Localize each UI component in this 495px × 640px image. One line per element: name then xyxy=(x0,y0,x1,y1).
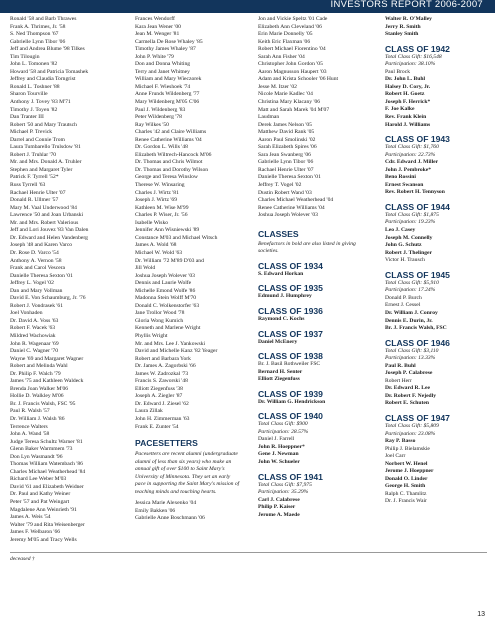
donor-name: Joshua Joseph Wolever '03 xyxy=(258,212,318,219)
class-total: Total Class Gift: $16,548 xyxy=(385,53,442,60)
donor-name: George and Teresa Winslow xyxy=(135,174,198,181)
class-member: Ray P. Basso xyxy=(385,438,416,445)
class-heading: CLASS OF 1940 xyxy=(258,411,323,422)
class-member: Robert E. Schuten xyxy=(385,400,429,407)
class-member: Donald P. Burch xyxy=(385,294,422,301)
donor-name: Dr. Thomas and Chris Wilmot xyxy=(135,159,203,166)
donor-name: Renee Catherine Williams '04 xyxy=(135,136,202,143)
class-1941-cont xyxy=(385,16,490,39)
donor-column-4 xyxy=(385,16,490,506)
class-member: John G. Schutz xyxy=(385,242,422,249)
class-total: Total Class Gift: $7,975 xyxy=(258,481,312,488)
class-member: Paul R. Buhl xyxy=(385,362,416,369)
donor-name: William and Mary Wieczorek xyxy=(135,76,202,83)
class-member: Dr. John L. Buhl xyxy=(385,76,426,83)
donor-name: Sarah Elizabeth Spires '06 xyxy=(258,144,317,151)
class-member: Dr. J. Francis Wair xyxy=(385,498,427,505)
class-member: Gene J. Newman xyxy=(258,451,299,458)
donor-name: Stephen and Margaret Tyler xyxy=(10,166,73,173)
donor-name: Dustin Robert Wand '03 xyxy=(258,189,312,196)
class-member: Robert Herr xyxy=(385,377,412,384)
class-heading: CLASS OF 1942 xyxy=(385,43,450,54)
donor-name: Mary M. Vaal Underwood '84 xyxy=(10,204,77,211)
class-heading: CLASS OF 1938 xyxy=(258,351,323,362)
donor-name: Gabrielle Lynn Tibor '06 xyxy=(258,159,314,166)
class-member: John W. Schueler xyxy=(258,458,300,465)
class-heading: CLASS OF 1945 xyxy=(385,269,450,280)
donor-name: Peter Wildenberg '78 xyxy=(135,114,182,121)
class-total: Total Class Gift: $5,809 xyxy=(385,422,439,429)
donor-name: Dr. David A. Voss '63 xyxy=(10,317,59,324)
donor-name: Emily Bakken '06 xyxy=(135,507,176,514)
class-member: Dr. William J. Conroy xyxy=(385,309,438,316)
class-member: Leo J. Casey xyxy=(385,227,416,234)
donor-name: Dr. Philip F. Walch '79 xyxy=(10,370,61,377)
class-member: Jerome J. Hoeppner xyxy=(385,468,434,475)
donor-name: Carmella De Rose Whaley '85 xyxy=(135,38,203,45)
donor-name: Dennis and Laurie Wolfe xyxy=(135,280,192,287)
donor-name: Michael W. Wold '63 xyxy=(135,249,183,256)
classes-intro: Benefactors in bold are also listed in giving societies. xyxy=(258,240,356,255)
donor-name: Hollie D. Walkley M'06 xyxy=(10,393,64,400)
class-total: Total Class Gift: $5,910 xyxy=(385,279,439,286)
pacesetters-list-cont xyxy=(258,16,368,220)
donor-name: Mr. and Mrs. Robert Valerious xyxy=(10,219,79,226)
donor-name: Daniel C. Wagner '70 xyxy=(10,348,58,355)
donor-name: James W. Zadrozkal '73 xyxy=(135,370,189,377)
class-member: Edmund J. Humphrey xyxy=(258,293,312,300)
donor-name: Isabelle Wisko xyxy=(135,219,169,226)
donor-name: Christopher John Gordon '05 xyxy=(258,61,323,68)
donor-name: Frank and Carol Vescera xyxy=(10,265,66,272)
donor-name: Aaron Paul Smolinski '02 xyxy=(258,136,316,143)
class-heading: CLASS OF 1943 xyxy=(385,134,450,145)
donor-name: Madonna Stein Wolff M'70 xyxy=(135,295,197,302)
donor-name: Jeffrey L. Vogel '02 xyxy=(10,280,54,287)
class-member: Philip J. Bielamskie xyxy=(385,445,430,452)
donor-name: Howard '58 and Patricia Tomashek xyxy=(10,68,89,75)
class-heading: CLASS OF 1936 xyxy=(258,305,323,316)
class-member: Br. J. Basil Rothweiler FSC xyxy=(258,361,321,368)
donor-name: Adam and Krista Schooler '06 Hunt xyxy=(258,76,339,83)
donor-name: Tim Tilougin xyxy=(10,53,40,60)
class-member: John R. Hoeppner* xyxy=(258,443,305,450)
donor-name: Danielle Theresa Sexton '01 xyxy=(10,272,73,279)
class-member: Halsey D. Cory, Jr. xyxy=(385,83,431,90)
donor-name: Robert Michael Fiorentino '04 xyxy=(258,46,326,53)
donor-name: Gabrielle Lynn Tibor '06 xyxy=(10,38,66,45)
donor-name: Christina Mary Klacany '06 xyxy=(258,99,321,106)
donor-name: David E. Von Schaumburg, Jr. '76 xyxy=(10,295,86,302)
footer-divider xyxy=(10,552,487,553)
donor-name: Gabrielle Anne Boschmann '06 xyxy=(135,515,205,522)
donor-name: Ray Wilkes '50 xyxy=(135,121,169,128)
donor-column-2 xyxy=(135,16,245,523)
donor-name: Keith Eric Flaxman '06 xyxy=(258,38,311,45)
donor-name: John A. Wand '58 xyxy=(10,431,50,438)
donor-name: Phyllis Wright xyxy=(135,332,168,339)
donor-name: Gloria Wong Kumich xyxy=(135,317,184,324)
donor-name: Robert and Barbara York xyxy=(135,355,191,362)
class-heading: CLASS OF 1937 xyxy=(258,328,323,339)
donor-name: Dr. Rose D. Varco '54 xyxy=(10,249,59,256)
page-number: 13 xyxy=(477,611,485,618)
donor-name: Jeffrey and Claudia Torngrist xyxy=(10,76,76,83)
donor-name: Sarah Ann Fisher '04 xyxy=(258,53,305,60)
donor-name: Dr. Gordon L. Wills '48 xyxy=(135,144,188,151)
class-member: Harold J. Williams xyxy=(385,121,431,128)
class-participation: Participation: 28.57% xyxy=(258,428,309,435)
donor-name: Richard Lee Weber M'03 xyxy=(10,476,67,483)
class-member: Elliott Ziegenfuss xyxy=(258,376,300,383)
donor-name: Dr. William J. Walsh '86 xyxy=(10,415,65,422)
class-heading: CLASS OF 1946 xyxy=(385,337,450,348)
class-heading: CLASS OF 1939 xyxy=(258,388,323,399)
class-member: Philip P. Kaiser xyxy=(258,504,296,511)
donor-name: Donald C. Wolkenstorfer '63 xyxy=(135,302,200,309)
donor-name: Dr. James A. Zagorbski '66 xyxy=(135,363,196,370)
deceased-note: deceased † xyxy=(10,556,35,562)
donor-name: Anthony A. Vernon '58 xyxy=(10,257,62,264)
donor-name: Elizabeth Ann Cleveland '06 xyxy=(258,23,322,30)
report-title: INVESTORS REPORT 2006-2007 xyxy=(330,0,483,10)
donor-name: Frances Wendorff xyxy=(135,16,175,22)
donor-name: Ronald '58 and Barb Thrawes xyxy=(10,16,77,22)
class-list xyxy=(385,45,490,506)
donor-name: Michelle Emond Wolfe '86 xyxy=(135,287,196,294)
class-heading: CLASS OF 1944 xyxy=(385,201,450,212)
donor-name: James '75 and Kathleen Waldeck xyxy=(10,378,84,385)
class-participation: Participation: 13.33% xyxy=(385,355,436,362)
class-member: F. Joe Kalke xyxy=(385,106,415,113)
pacesetters-heading: PACESETTERS xyxy=(135,438,198,449)
donor-name: John R. Wagenaar '69 xyxy=(10,340,59,347)
donor-name: Timothy James Whaley '87 xyxy=(135,46,196,53)
donor-name: Danielle Theresa Sexton '01 xyxy=(258,174,321,181)
class-member: Rev. Robert H. Tennyson xyxy=(385,189,445,196)
class-member: Joseph F. Herrick* xyxy=(385,98,431,105)
class-total: Total Class Gift: $3,110 xyxy=(385,347,439,354)
donor-name: John P. White '79 xyxy=(135,53,174,60)
donor-name: Rachael Henrie Ulter '07 xyxy=(10,189,66,196)
class-member: George H. Smith xyxy=(385,483,426,490)
class-heading: CLASS OF 1947 xyxy=(385,412,450,423)
pacesetters-list xyxy=(135,500,245,523)
classes-heading: CLASSES xyxy=(258,228,299,239)
class-participation: Participation: 22.73% xyxy=(385,151,436,158)
donor-name: Walter '79 and Rita Weisenberger xyxy=(10,521,85,528)
donor-name: Dan Tranter III xyxy=(10,114,44,121)
donor-name: Don Lyn Wasmandt '96 xyxy=(10,453,63,460)
class-heading: CLASS OF 1941 xyxy=(258,471,323,482)
class-member: Jerome A. Maede xyxy=(258,511,300,518)
donor-name: Joseph '48 and Karen Varco xyxy=(10,242,73,249)
donor-name: Jean M. Wenger '81 xyxy=(135,31,180,38)
donor-name: Sharon Tourville xyxy=(10,91,48,98)
donor-name: Jill Wold xyxy=(135,265,156,272)
class-total: Total Class Gift: $1,875 xyxy=(385,211,439,218)
donor-name: Thomas William Watembach '86 xyxy=(10,461,83,468)
donor-name: Aaron Magnusson Haupert '03 xyxy=(258,68,327,75)
donor-name: Russ Tyrrell '63 xyxy=(10,182,46,189)
class-member: Donald O. Linder xyxy=(385,475,428,482)
donor-name: Jon and Vickie Speltz '01 Cade xyxy=(258,16,328,22)
donor-name: Jesse M. Itzer '02 xyxy=(258,83,297,90)
donor-name: Charles '42 and Claire Williams xyxy=(135,129,207,136)
donor-name: Erin Marie Donnelly '05 xyxy=(258,31,313,38)
donor-name: Mary Wildenberg M'05 C'06 xyxy=(135,99,200,106)
donor-name: John L. Tomonen '82 xyxy=(10,61,58,68)
donor-name: Joel Vonhaden xyxy=(10,310,43,317)
class-member: Raymond C. Kochs xyxy=(258,315,305,322)
class-total: Total Class Gift: $1,760 xyxy=(385,144,439,151)
donor-name: Michael F. Wieshoek '74 xyxy=(135,83,191,90)
donor-name: Paul J. Wildenberg '83 xyxy=(135,106,186,113)
donor-name: Renee Catherine Williams '04 xyxy=(258,204,325,211)
class-member: Dr. William G. Hendrickson xyxy=(258,398,326,405)
donor-name: James A. Wold '68 xyxy=(135,242,177,249)
donor-name: Charles J. Wirtz '81 xyxy=(135,189,179,196)
donor-name: Laura Zillak xyxy=(135,408,163,415)
donor-name: Anne Frunds Wildenberg '77 xyxy=(135,91,200,98)
donor-list xyxy=(135,16,245,431)
donor-column-3 xyxy=(258,16,368,519)
donor-name: Mr. and Mrs. Donald A. Truhler xyxy=(10,159,82,166)
donor-name: Jeff and Lori Jouvez '83 Van Dalen xyxy=(10,227,89,234)
donor-name: Jerry R. Smith xyxy=(385,23,421,30)
class-member: Paul Brock xyxy=(385,68,411,75)
donor-name: Mildred Wachowiak xyxy=(10,332,56,339)
donor-name: Kenneth and Marlene Wright xyxy=(135,325,201,332)
donor-name: John H. Zimmerman '63 xyxy=(135,415,190,422)
donor-name: Donald R. Ullmer '57 xyxy=(10,197,59,204)
donor-name: Peter '57 and Pat Weingart xyxy=(10,499,70,505)
donor-name: Rachael Henrie Ulter '07 xyxy=(258,166,314,173)
donor-name: Francis S. Zaworski '48 xyxy=(135,378,188,385)
donor-name: Dan and Mary Vollman xyxy=(10,287,63,294)
donor-name: Kara Jean Wener '00 xyxy=(135,23,181,30)
donor-name: Frank E. Zunter '54 xyxy=(135,423,179,430)
donor-name: Patrick F. Tyrrell '52* xyxy=(10,174,59,181)
donor-name: Michael P. Trevick xyxy=(10,129,53,136)
donor-name: Charles Michael Weatherhead '04 xyxy=(258,197,334,204)
donor-name: Derek James Nelson '05 xyxy=(258,121,312,128)
pacesetters-description: Pacesetters are recent alumni (undergraduate alumni of less than six years) who make an annual gift of over $100 to Saint Mary's University of Minnesota. They set an early pace in supporting the Saint Mary's mission of teaching minds and touching hearts. xyxy=(135,451,240,495)
donor-name: Frank A. Thrimes, Jr. '58 xyxy=(10,23,66,30)
donor-name: Dr. Thomas and Dorothy Wilson xyxy=(135,166,209,173)
donor-name: Robert '50 and Mary Trautsch xyxy=(10,121,77,128)
class-participation: Participation: 19.23% xyxy=(385,219,436,226)
donor-name: Jeff and Andrea Blume '98 Tilkes xyxy=(10,46,85,53)
donor-name: Timothy J. Toyen '82 xyxy=(10,106,58,113)
donor-name: Therese W. Winsaring xyxy=(135,182,185,189)
class-list xyxy=(258,262,368,519)
class-member: Robert J. Thelinger xyxy=(385,249,432,256)
class-member: S. Edward Horkan xyxy=(258,270,304,277)
donor-name: Laura Tumbarello Trulsdow '81 xyxy=(10,144,81,151)
donor-name: Charles Michael Weatherhead '84 xyxy=(10,468,86,475)
donor-name: Dr. William '72 M'89 D'03 and xyxy=(135,257,204,264)
donor-name: Robert F. Wacek '63 xyxy=(10,325,56,332)
donor-name: Walter R. O'Malley xyxy=(385,16,432,22)
donor-name: Matt and Sarah Marek '04 M'07 xyxy=(258,106,330,113)
donor-name: Charles P. Wiser, Jr. '56 xyxy=(135,212,188,219)
donor-column-1 xyxy=(10,16,120,544)
donor-name: Dr. Paul and Kathy Weiner xyxy=(10,491,71,498)
donor-name: Dr. Edward and Helen Vandenberg xyxy=(10,234,88,241)
donor-name: Jeremy M'05 and Tracy Wells xyxy=(10,536,77,543)
class-member: Cdr. Edward J. Miller xyxy=(385,159,439,166)
class-member: Joseph P. Calabrese xyxy=(385,370,433,377)
class-participation: Participation: 23.08% xyxy=(385,430,436,437)
donor-name: Constance M'03 and Michael Witsch xyxy=(135,234,218,241)
class-participation: Participation: 17.24% xyxy=(385,287,436,294)
donor-name: Sara Jean Swanberg '06 xyxy=(258,151,311,158)
donor-name: James F. Welbaron '66 xyxy=(10,529,61,536)
donor-name: Jennifer Ann Wisniewski '89 xyxy=(135,227,200,234)
donor-name: David '61 and Elizabeth Weidner xyxy=(10,483,84,490)
donor-name: Darrel and Connie Trom xyxy=(10,136,65,143)
donor-name: Elizabeth Wiltrech-Hancock M'06 xyxy=(135,151,212,158)
donor-name: Jane Trollor Wood '78 xyxy=(135,310,185,317)
class-member: Norbert W. Henel xyxy=(385,460,428,467)
class-member: Joseph M. Connelly xyxy=(385,234,433,241)
donor-name: Ronald L. Toshner '88 xyxy=(10,83,60,90)
class-member: Daniel McEnery xyxy=(258,338,298,345)
class-member: John J. Pembroke* xyxy=(385,166,432,173)
class-member: Beno Rossini xyxy=(385,174,416,181)
donor-name: Mr. and Mrs. Lee J. Yankowski xyxy=(135,340,206,347)
donor-name: Kathleen M. Wise M'99 xyxy=(135,204,189,211)
donor-name: Magdalene Ann Weinrieth '91 xyxy=(10,506,77,513)
class-member: Dr. Edward R. Lee xyxy=(385,385,431,392)
donor-name: S. Ned Thompson '67 xyxy=(10,31,59,38)
donor-name: Terrence Walters xyxy=(10,423,48,430)
class-member: Daniel J. Farrell xyxy=(258,436,295,443)
class-member: Robert H. Goetz xyxy=(385,91,425,98)
donor-name: Joseph J. Wirtz '69 xyxy=(135,197,178,204)
class-total: Total Class Gift: $900 xyxy=(258,421,308,428)
donor-name: Brenda Joan Walker M'06 xyxy=(10,385,69,392)
donor-name: Jeffrey T. Vogel '02 xyxy=(258,182,302,189)
donor-name: Jessica Marie Alexenko '04 xyxy=(135,500,197,507)
class-participation: Participation: 38.10% xyxy=(385,61,436,68)
class-heading: CLASS OF 1935 xyxy=(258,283,323,294)
class-member: Br. J. Francis Walsh, FSC xyxy=(385,325,447,332)
donor-name: Robert J. Truhlar '70 xyxy=(10,151,57,158)
class-member: Dr. Robert F. Nejedly xyxy=(385,392,437,399)
donor-name: Robert and Melinda Wahl xyxy=(10,363,68,370)
donor-name: Lawrence '50 and Joan Urbanski xyxy=(10,212,84,219)
class-member: Joel Carr xyxy=(385,453,406,460)
donor-name: David and Michelle Kanz '82 Yeager xyxy=(135,348,218,355)
class-member: Ernest Swanson xyxy=(385,181,424,188)
donor-name: Robert J. Vondrasek '61 xyxy=(10,302,64,309)
class-member: Carl J. Calabrese xyxy=(258,496,300,503)
donor-name: Glenn Baker Warmmem '73 xyxy=(10,446,73,453)
class-heading: CLASS OF 1934 xyxy=(258,260,323,271)
donor-name: Dr. Edward J. Ziesel '62 xyxy=(135,400,189,407)
donor-name: Stanley Smith xyxy=(385,31,419,38)
donor-name: Don and Donna Whiting xyxy=(135,61,191,68)
class-member: Ernest J. Cessel xyxy=(385,302,421,309)
class-member: Dennis E. Durin, Jr. xyxy=(385,317,433,324)
class-member: Victor H. Trausch xyxy=(385,257,425,264)
class-participation: Participation: 35.29% xyxy=(258,489,309,496)
donor-name: Elliott Ziegenfuss '38 xyxy=(135,385,183,392)
donor-name: Terry and Janet Whitney xyxy=(135,68,190,75)
donor-name: Laudman xyxy=(258,114,280,121)
donor-name: Nicole Marie Kadlec '04 xyxy=(258,91,313,98)
donor-name: Matthew David Rank '05 xyxy=(258,129,315,136)
class-member: Bernard H. Senter xyxy=(258,368,303,375)
donor-name: Joshua Joseph Wolever '03 xyxy=(135,272,195,279)
donor-name: Br. J. Francis Walsh, FSC '95 xyxy=(10,400,76,407)
donor-name: Paul R. Walsh '57 xyxy=(10,408,50,415)
donor-name: James A. Weis '54 xyxy=(10,514,51,521)
header-bar xyxy=(0,0,495,13)
donor-name: Wayne '69 and Margaret Wagner xyxy=(10,355,84,362)
donor-name: Anthony J. Tovey '83 M'71 xyxy=(10,99,71,106)
donor-name: Joseph A. Ziegler '87 xyxy=(135,393,183,400)
donor-name: Judge Teresa Schultz Warner '81 xyxy=(10,438,83,445)
class-member: Rev. Frank Klein xyxy=(385,114,427,121)
class-member: Ralph C. Thamlitz xyxy=(385,490,427,497)
